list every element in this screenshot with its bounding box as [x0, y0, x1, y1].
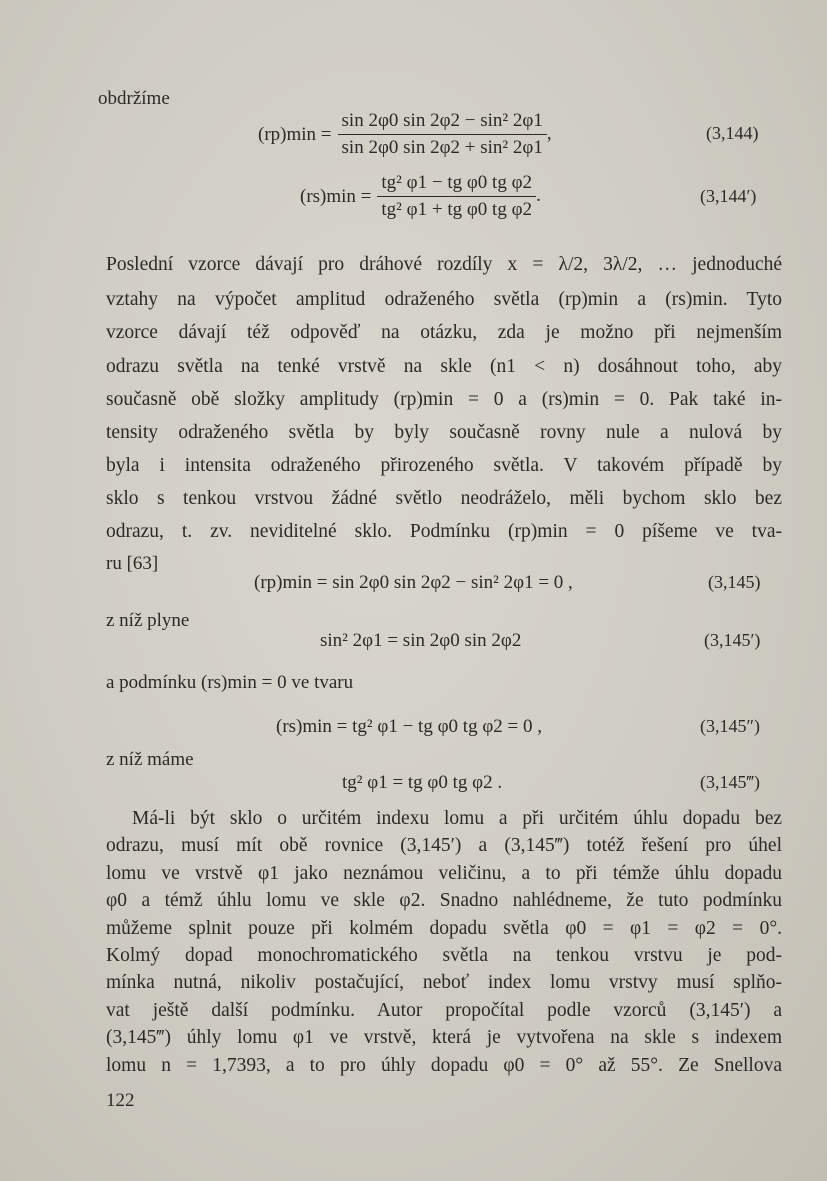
text-line: mínka nutná, nikoliv postačující, neboť index lomu vrstvy musí splňo-	[106, 972, 782, 994]
text-line: Má-li být sklo o určitém indexu lomu a při určitém úhlu dopadu bez	[132, 808, 782, 829]
text-line: můžeme splnit pouze při kolmém dopadu světla φ0 = φ1 = φ2 = 0°.	[106, 917, 782, 939]
text-line: lomu n = 1,7393, a to pro úhly dopadu φ0 = 0° až 55°. Ze Snellova	[106, 1054, 782, 1076]
equation-lhs: (rs)min =	[300, 185, 372, 207]
text-line: Kolmý dopad monochromatického světla na tenkou vrstvu je pod-	[106, 945, 782, 966]
denominator: tg² φ1 + tg φ0 tg φ2	[381, 199, 533, 220]
text-line: z níž plyne	[106, 610, 190, 631]
text-line: a podmínku (rs)min = 0 ve tvaru	[106, 672, 354, 693]
text-line: tensity odraženého světla by byly současně rovny nule a nulová by	[106, 422, 782, 443]
text-line: z níž máme	[106, 749, 194, 770]
equation-number: (3,145′)	[704, 630, 761, 650]
text-line: φ0 a témž úhlu lomu ve skle φ2. Snadno nahlédneme, že tuto podmínku	[106, 890, 782, 912]
text-line: odrazu, t. zv. neviditelné sklo. Podmínku (rp)min = 0 píšeme ve tva-	[106, 521, 782, 542]
fraction	[377, 170, 536, 223]
equation-punct: ,	[546, 122, 552, 144]
denominator: sin 2φ0 sin 2φ2 + sin² 2φ1	[341, 137, 543, 158]
text-line: (3,145‴) úhly lomu φ1 ve vrstvě, která je vytvořena na skle s indexem	[106, 1027, 782, 1049]
text-line: vztahy na výpočet amplitud odraženého světla (rp)min a (rs)min. Tyto	[106, 289, 782, 310]
numerator: tg² φ1 − tg φ0 tg φ2	[377, 170, 536, 197]
text-line: vat ještě další podmínku. Autor propočítal podle vzorců (3,145′) a	[106, 999, 782, 1021]
numerator: sin 2φ0 sin 2φ2 − sin² 2φ1	[338, 108, 547, 135]
text-line: současně obě složky amplitudy (rp)min = 0 a (rs)min = 0. Pak také in-	[106, 389, 782, 410]
equation-3-145: (rp)min = sin 2φ0 sin 2φ2 − sin² 2φ1 = 0 ,	[254, 572, 573, 593]
text-line: sklo s tenkou vrstvou žádné světlo neodráželo, měli bychom sklo bez	[106, 488, 782, 509]
equation-3-144-prime	[300, 170, 541, 223]
page-number: 122	[106, 1090, 135, 1111]
fraction	[338, 108, 547, 161]
equation-punct: .	[536, 184, 541, 206]
equation-number: (3,144)	[706, 123, 759, 143]
equation-3-145-prime: sin² 2φ1 = sin 2φ0 sin 2φ2	[320, 630, 522, 651]
intro-text: obdržíme	[98, 88, 170, 109]
text-line: byla i intensita odraženého přirozeného světla. V takovém případě by	[106, 455, 782, 476]
equation-number: (3,145″)	[700, 716, 760, 736]
equation-3-145-triple-prime: tg² φ1 = tg φ0 tg φ2 .	[342, 772, 503, 793]
equation-3-145-double-prime: (rs)min = tg² φ1 − tg φ0 tg φ2 = 0 ,	[276, 716, 543, 737]
text-line: Poslední vzorce dávají pro dráhové rozdíly x = λ/2, 3λ/2, … jednoduché	[106, 254, 782, 275]
equation-3-144	[258, 108, 552, 161]
text-line: lomu ve vrstvě φ1 jako neznámou veličinu, a to při témže úhlu dopadu	[106, 862, 782, 884]
text-line: odrazu, musí mít obě rovnice (3,145′) a (3,145‴) totéž řešení pro úhel	[106, 835, 782, 857]
text-line: vzorce dávají též odpověď na otázku, zda je možno při nejmenším	[106, 322, 782, 343]
equation-number: (3,145)	[708, 572, 761, 592]
text-line: odrazu světla na tenké vrstvě na skle (n1 < n) dosáhnout toho, aby	[106, 356, 782, 377]
equation-number: (3,144′)	[700, 186, 757, 206]
text-line: ru [63]	[106, 553, 159, 574]
equation-lhs: (rp)min =	[258, 123, 332, 145]
equation-number: (3,145‴)	[700, 772, 760, 792]
